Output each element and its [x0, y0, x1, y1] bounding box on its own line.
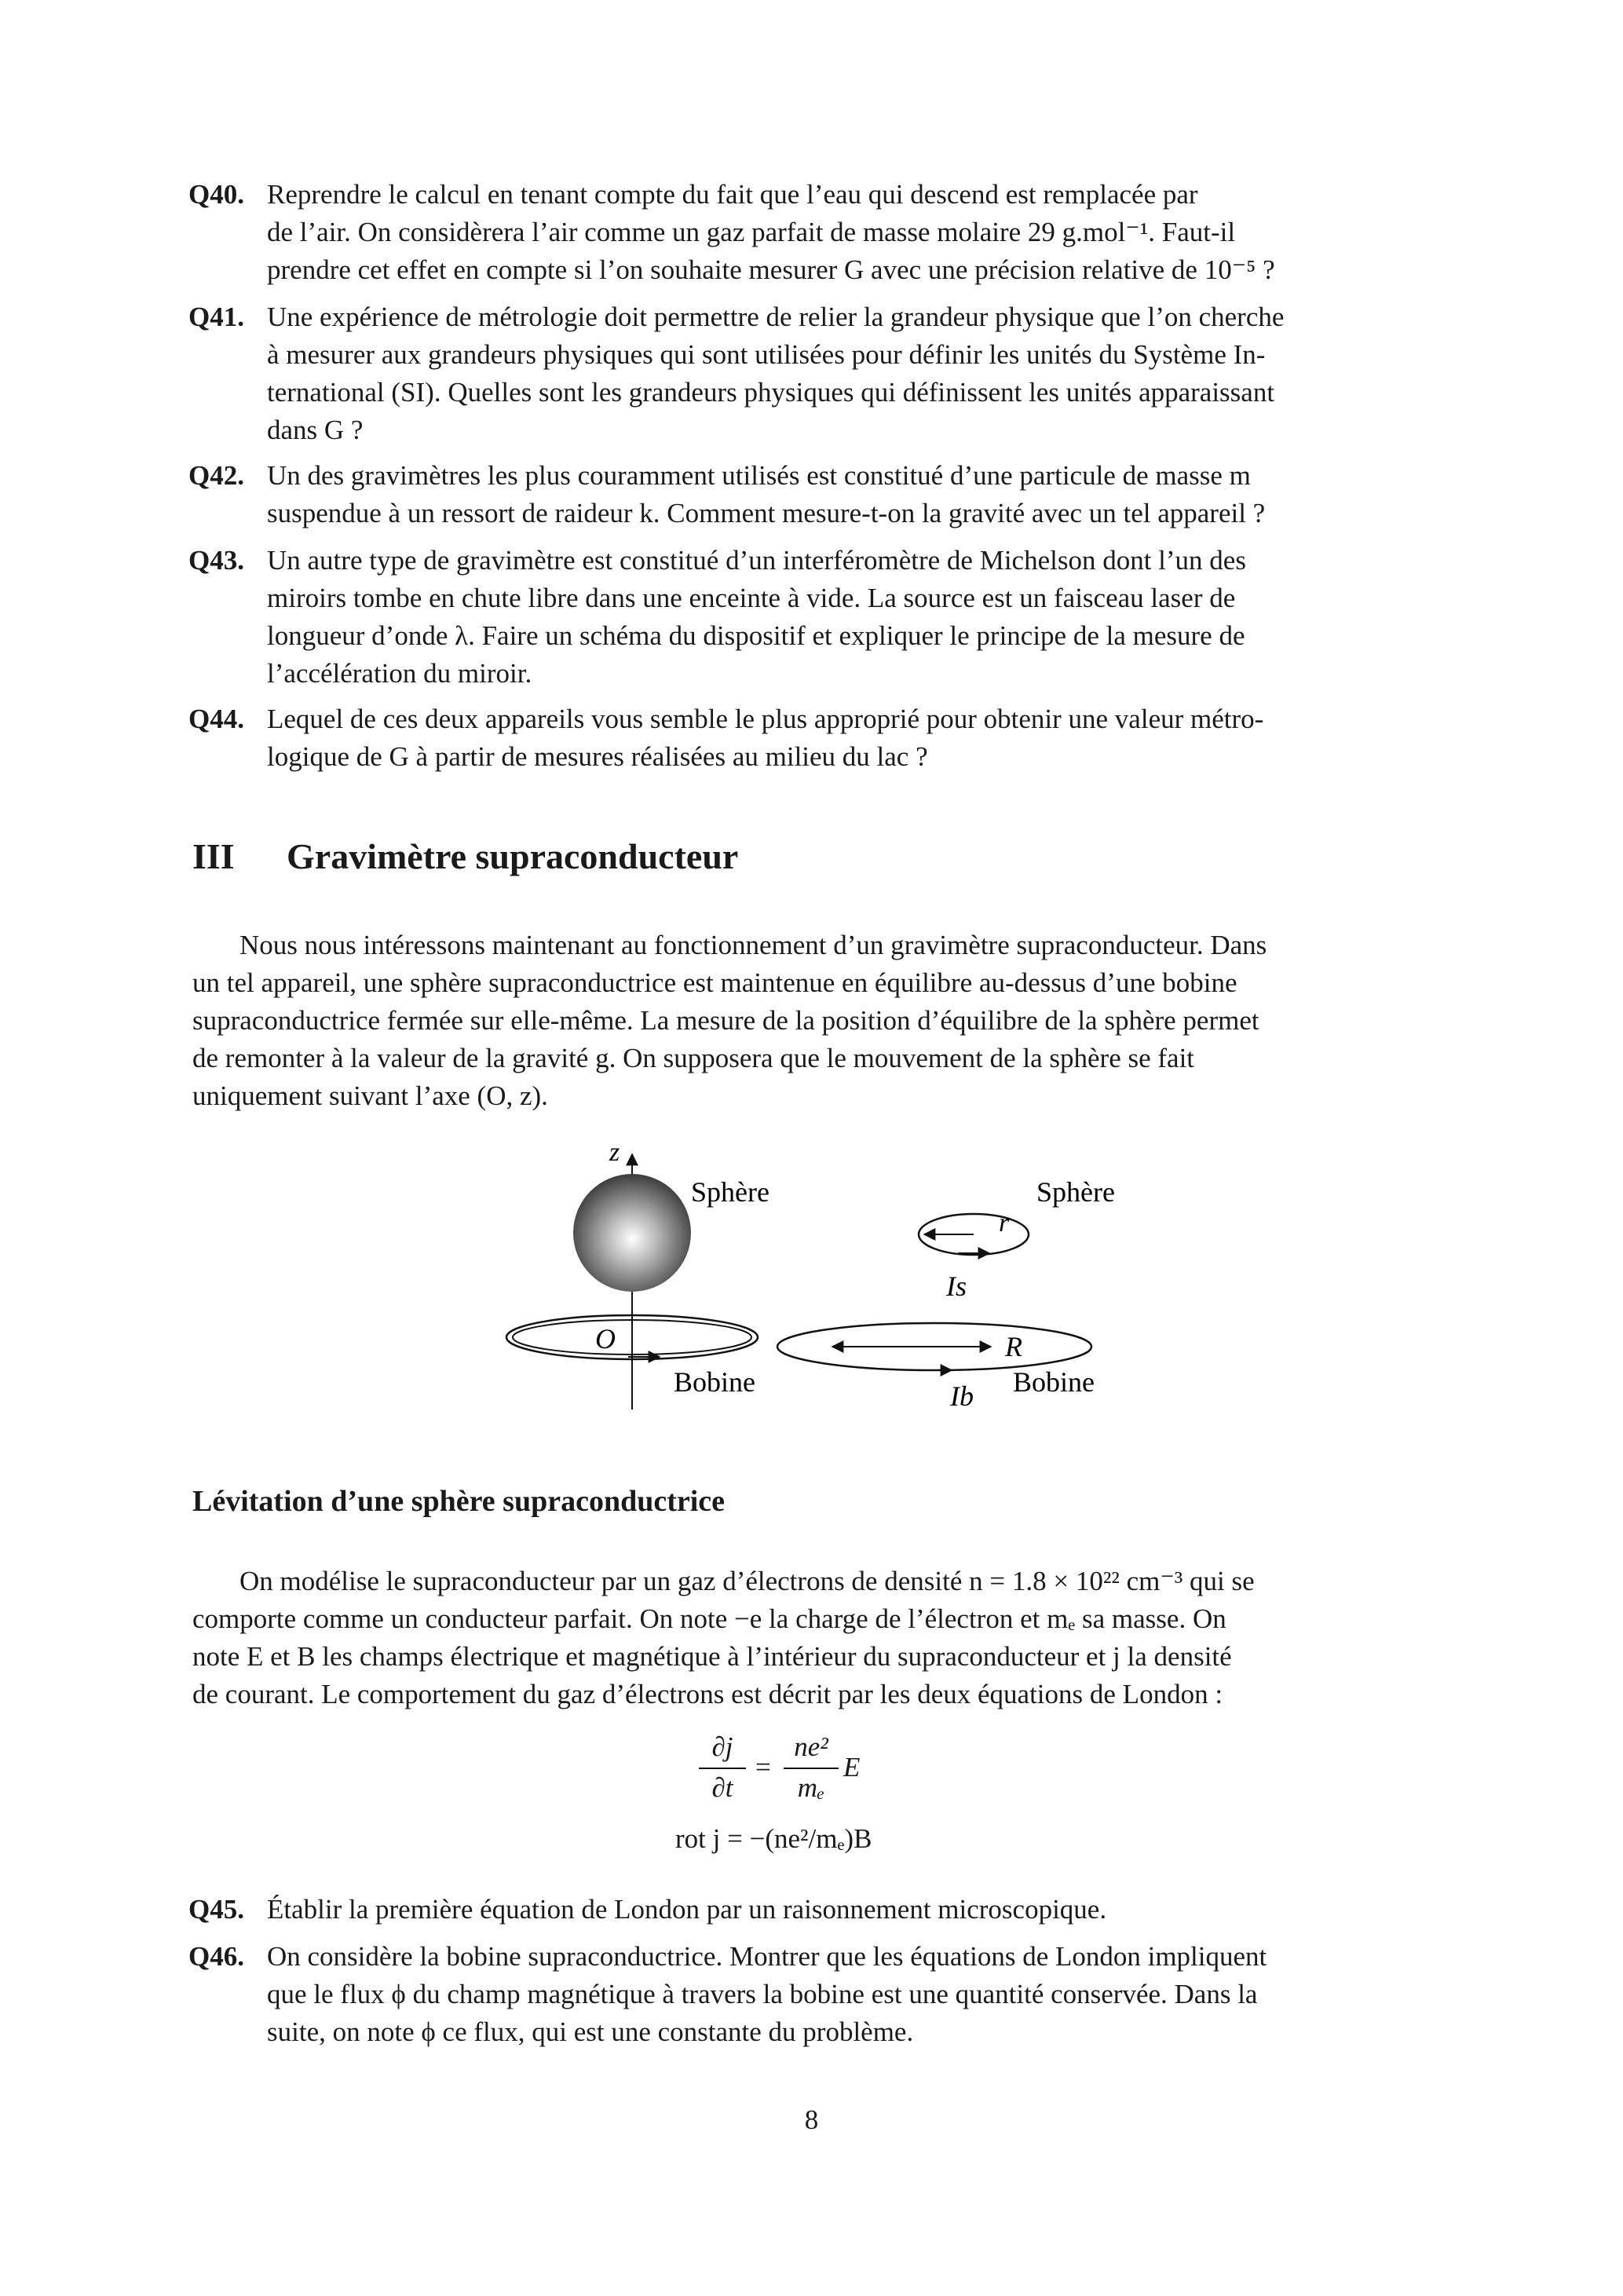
intro-paragraph: [192, 927, 1445, 1115]
question-label: Q45.: [188, 1894, 244, 1925]
text-line: un tel appareil, une sphère supraconductrice est maintenue en équilibre au-dessus d’une bobine: [192, 967, 1237, 998]
text-line: de courant. Le comportement du gaz d’électrons est décrit par les deux équations de London :: [192, 1679, 1223, 1709]
text-line: à mesurer aux grandeurs physiques qui sont utilisées pour définir les unités du Système In-: [267, 339, 1266, 370]
text-line: On considère la bobine supraconductrice. Montrer que les équations de London impliquent: [267, 1941, 1267, 1972]
figure-left: [506, 1139, 769, 1409]
text-line: de remonter à la valeur de la gravité g. On supposera que le mouvement de la sphère se fait: [192, 1043, 1195, 1073]
text-line: Établir la première équation de London par un raisonnement microscopique.: [267, 1894, 1107, 1925]
question-body: [267, 457, 1445, 532]
eq-denominator: ∂t: [711, 1772, 733, 1803]
section-number: III: [192, 836, 235, 876]
section-title: [192, 835, 738, 877]
origin-label: O: [595, 1323, 616, 1355]
text-line: suspendue à un ressort de raideur k. Comment mesure-t-on la gravité avec un tel appareil ?: [267, 498, 1266, 528]
text-line: miroirs tombe en chute libre dans une enceinte à vide. La source est un faisceau laser de: [267, 583, 1236, 613]
london-paragraph: [192, 1563, 1445, 1713]
z-axis-label: z: [609, 1139, 620, 1167]
question-label: Q46.: [188, 1941, 244, 1972]
text-line: comporte comme un conducteur parfait. On note −e la charge de l’électron et mₑ sa masse. On: [192, 1603, 1226, 1634]
text-line: Lequel de ces deux appareils vous semble le plus approprié pour obtenir une valeur métro-: [267, 704, 1264, 734]
eq-denominator: mₑ: [797, 1772, 825, 1803]
eq-field-e: E: [843, 1752, 861, 1782]
sphere-label: Sphère: [691, 1176, 769, 1208]
question-body: [267, 298, 1445, 449]
coil-current-label: Ib: [950, 1380, 974, 1412]
text-line: supraconductrice fermée sur elle-même. La mesure de la position d’équilibre de la sphère permet: [192, 1005, 1259, 1036]
text-line: Un des gravimètres les plus couramment utilisés est constitué d’une particule de masse m: [267, 460, 1251, 491]
figure-right: [777, 1176, 1115, 1412]
eq-equals: =: [755, 1752, 771, 1782]
text-line: Nous nous intéressons maintenant au fonctionnement d’un gravimètre supraconducteur. Dans: [239, 930, 1267, 960]
question-label: Q40.: [188, 179, 244, 210]
coil-label: Bobine: [1013, 1366, 1095, 1398]
text-line: de l’air. On considèrera l’air comme un gaz parfait de masse molaire 29 g.mol⁻¹. Faut-il: [267, 217, 1236, 247]
question-label: Q42.: [188, 460, 244, 491]
coil-label: Bobine: [674, 1366, 755, 1398]
fraction-bar: [784, 1768, 839, 1769]
figure: [471, 1139, 1178, 1429]
equation-london-2: rot j = −(ne²/mₑ)B: [675, 1823, 872, 1854]
question-body: [267, 700, 1445, 776]
text-line: l’accélération du miroir.: [267, 658, 532, 689]
sphere-label: Sphère: [1036, 1176, 1115, 1208]
text-line: Un autre type de gravimètre est constitué d’un interféromètre de Michelson dont l’un des: [267, 545, 1246, 576]
text-line: suite, on note ϕ ce flux, qui est une constante du problème.: [267, 2016, 914, 2047]
equation-london-1: [699, 1731, 950, 1818]
text-line: que le flux ϕ du champ magnétique à travers la bobine est une quantité conservée. Dans la: [267, 1979, 1258, 2009]
text-line: Une expérience de métrologie doit permettre de relier la grandeur physique que l’on cherche: [267, 302, 1285, 332]
eq-numerator: ne²: [794, 1731, 828, 1762]
page-number: 8: [804, 2104, 819, 2135]
text-line: dans G ?: [267, 415, 364, 445]
text-line: Reprendre le calcul en tenant compte du fait que l’eau qui descend est remplacée par: [267, 179, 1198, 210]
text-line: On modélise le supraconducteur par un gaz d’électrons de densité n = 1.8 × 10²² cm⁻³ qui se: [239, 1566, 1255, 1596]
question-body: [267, 176, 1445, 289]
question-label: Q43.: [188, 545, 244, 576]
text-line: note E et B les champs électrique et magnétique à l’intérieur du supraconducteur et j la densité: [192, 1641, 1232, 1672]
eq-numerator: ∂j: [711, 1731, 733, 1762]
fraction-bar: [699, 1768, 746, 1769]
text-line: logique de G à partir de mesures réalisées au milieu du lac ?: [267, 741, 928, 772]
question-body: [267, 1891, 1445, 1929]
subsection-title: Lévitation d’une sphère supraconductrice: [192, 1485, 726, 1518]
question-body: [267, 1938, 1445, 2051]
text-line: longueur d’onde λ. Faire un schéma du dispositif et expliquer le principe de la mesure de: [267, 620, 1245, 651]
question-label: Q41.: [188, 302, 244, 332]
question-label: Q44.: [188, 704, 244, 734]
sphere-current-label: Is: [946, 1270, 967, 1302]
text-line: ternational (SI). Quelles sont les grandeurs physiques qui définissent les unités apparaissant: [267, 377, 1275, 408]
question-body: [267, 542, 1445, 693]
sphere: [573, 1174, 691, 1292]
section-title-text: Gravimètre supraconducteur: [287, 836, 739, 876]
coil-radius-label: R: [1005, 1331, 1022, 1362]
sphere-radius-label: r: [999, 1208, 1010, 1238]
text-line: uniquement suivant l’axe (O, z).: [192, 1080, 548, 1111]
text-line: prendre cet effet en compte si l’on souhaite mesurer G avec une précision relative de 10⁻⁵ ?: [267, 254, 1275, 285]
